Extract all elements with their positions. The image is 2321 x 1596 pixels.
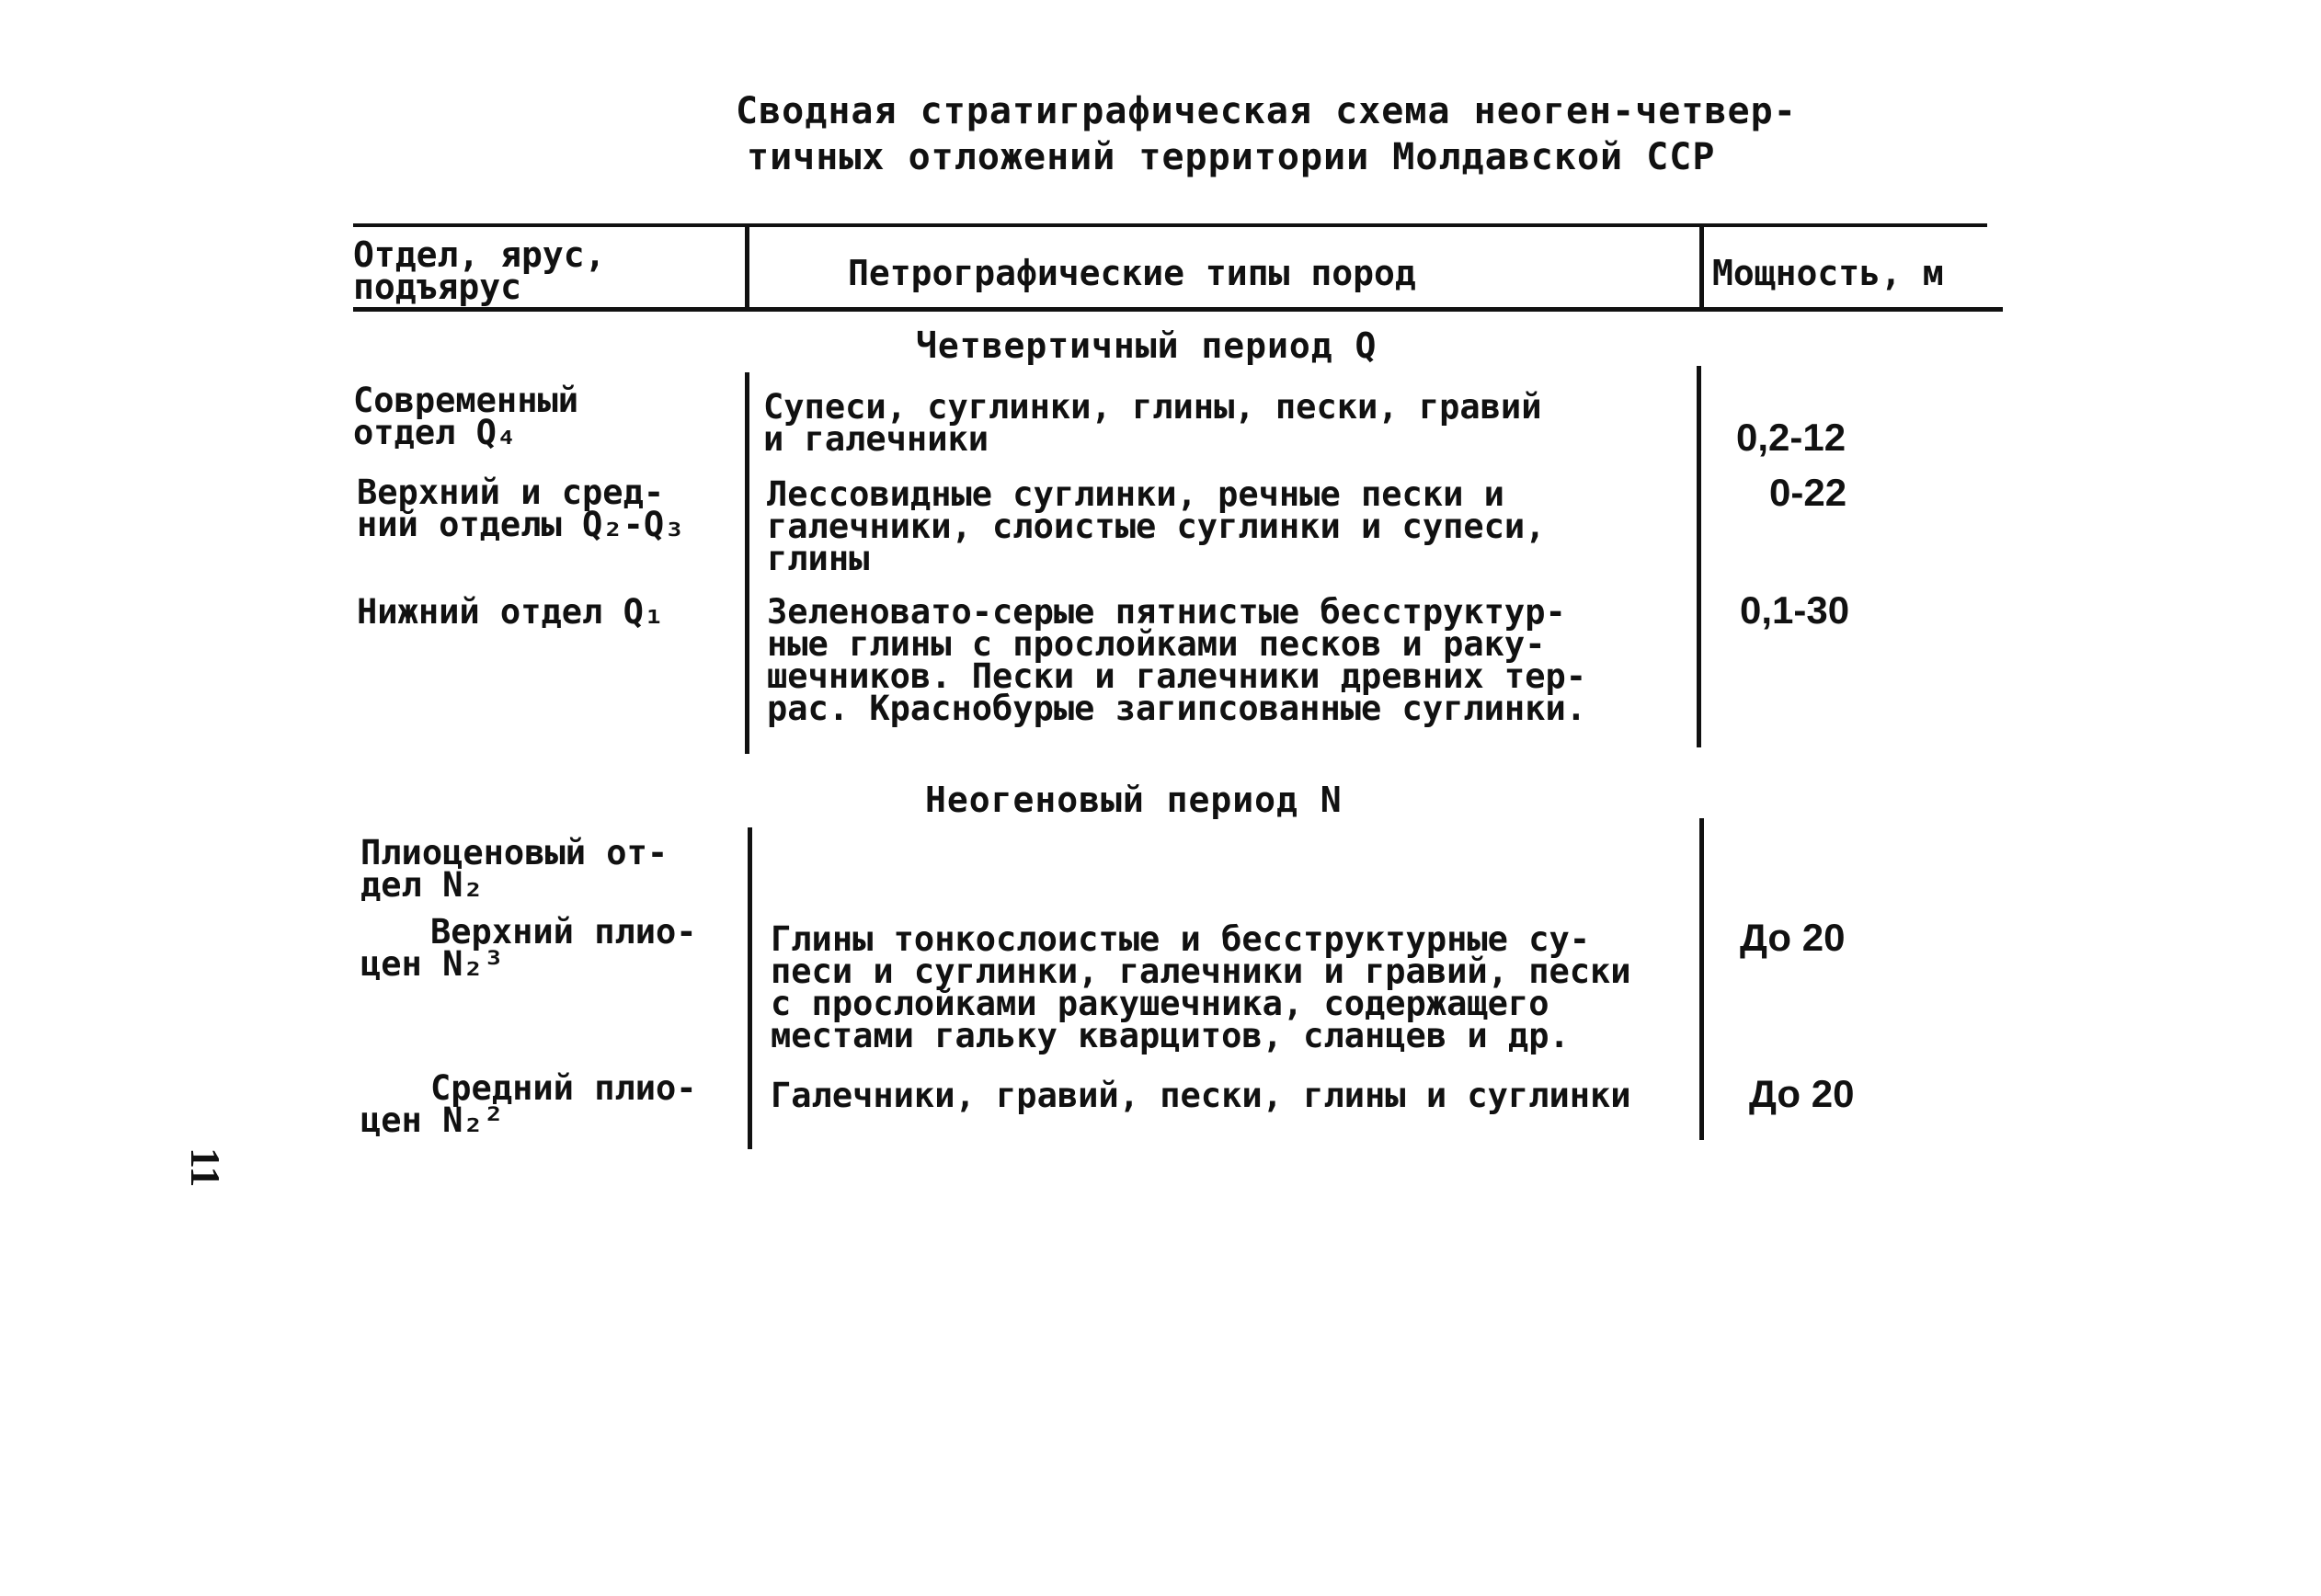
thickness-value: 0,1-30 [1740, 588, 1850, 632]
rocks-cell [767, 592, 1587, 728]
rocks-cell [771, 919, 1631, 1055]
rocks-line: шечников. Пески и галечники древних тер- [767, 656, 1587, 696]
rocks-line: местами гальку кварцитов, сланцев и др. [771, 1016, 1570, 1055]
rocks-line: ные глины с прослойками песков и раку- [767, 624, 1546, 664]
quaternary-divider-2 [1697, 366, 1701, 747]
division-cell [357, 592, 665, 632]
table-header-rule [353, 307, 2003, 312]
rocks-line: Глины тонкослоистые и бесструктурные су- [771, 919, 1591, 959]
rocks-line: с прослойками ракушечника, содержащего [771, 984, 1549, 1023]
division-line: ний отделы Q₂-Q₃ [357, 505, 685, 544]
quaternary-divider-1 [745, 372, 749, 754]
neogene-divider-2 [1699, 818, 1704, 1140]
rocks-cell [763, 387, 1542, 459]
rocks-line: Лессовидные суглинки, речные пески и [767, 474, 1504, 514]
rocks-line: глины [767, 539, 870, 578]
division-line: Верхний плио- [430, 912, 697, 952]
division-line: Современный [353, 381, 579, 420]
rocks-line: и галечники [763, 419, 989, 459]
division-cell [357, 473, 685, 544]
neogene-divider-1 [748, 827, 752, 1149]
division-line: Нижний отдел Q₁ [357, 592, 665, 632]
thickness-value: 0-22 [1769, 471, 1847, 514]
division-cell [360, 1068, 697, 1140]
document-title [736, 88, 1839, 180]
thickness-value: До 20 [1749, 1072, 1855, 1115]
division-line: Плиоценовый от- [360, 833, 669, 872]
division-cell [353, 381, 579, 452]
rocks-line: Галечники, гравий, пески, глины и суглинки [771, 1076, 1631, 1115]
page-number: 11 [182, 1147, 229, 1188]
rocks-line: Супеси, суглинки, глины, пески, гравий [763, 387, 1542, 427]
division-line: цен N₂³ [360, 944, 504, 984]
rocks-cell [771, 1076, 1631, 1115]
header-division-line-2: подъярус [353, 267, 522, 307]
rocks-cell [767, 474, 1546, 578]
header-divider-1 [745, 223, 749, 311]
section-title-quaternary: Четвертичный период Q [916, 325, 1378, 366]
header-rocks: Петрографические типы пород [848, 253, 1416, 293]
division-line: цен N₂² [360, 1100, 504, 1140]
rocks-line: песи и суглинки, галечники и гравий, пески [771, 952, 1631, 991]
table-top-rule [353, 223, 1987, 227]
thickness-value: До 20 [1740, 916, 1846, 959]
section-title-neogene: Неогеновый период N [925, 780, 1343, 820]
division-line: отдел Q₄ [353, 413, 518, 452]
rocks-line: Зеленовато-серые пятнистые бесструктур- [767, 592, 1566, 632]
thickness-value: 0,2-12 [1736, 416, 1847, 459]
header-thickness: Мощность, м [1712, 253, 1944, 293]
header-divider-2 [1699, 223, 1704, 311]
title-line-2: тичных отложений территории Молдавской ССР [747, 136, 1716, 178]
division-line: дел N₂ [360, 865, 484, 905]
division-line: Средний плио- [430, 1068, 697, 1108]
rocks-line: рас. Краснобурые загипсованные суглинки. [767, 689, 1587, 728]
division-cell [360, 912, 697, 984]
header-division-line-1: Отдел, ярус, [353, 234, 606, 275]
rocks-line: галечники, слоистые суглинки и супеси, [767, 507, 1546, 546]
title-line-1: Сводная стратиграфическая схема неоген-четвер- [736, 90, 1797, 132]
division-line: Верхний и сред- [357, 473, 665, 512]
division-cell [360, 833, 669, 905]
